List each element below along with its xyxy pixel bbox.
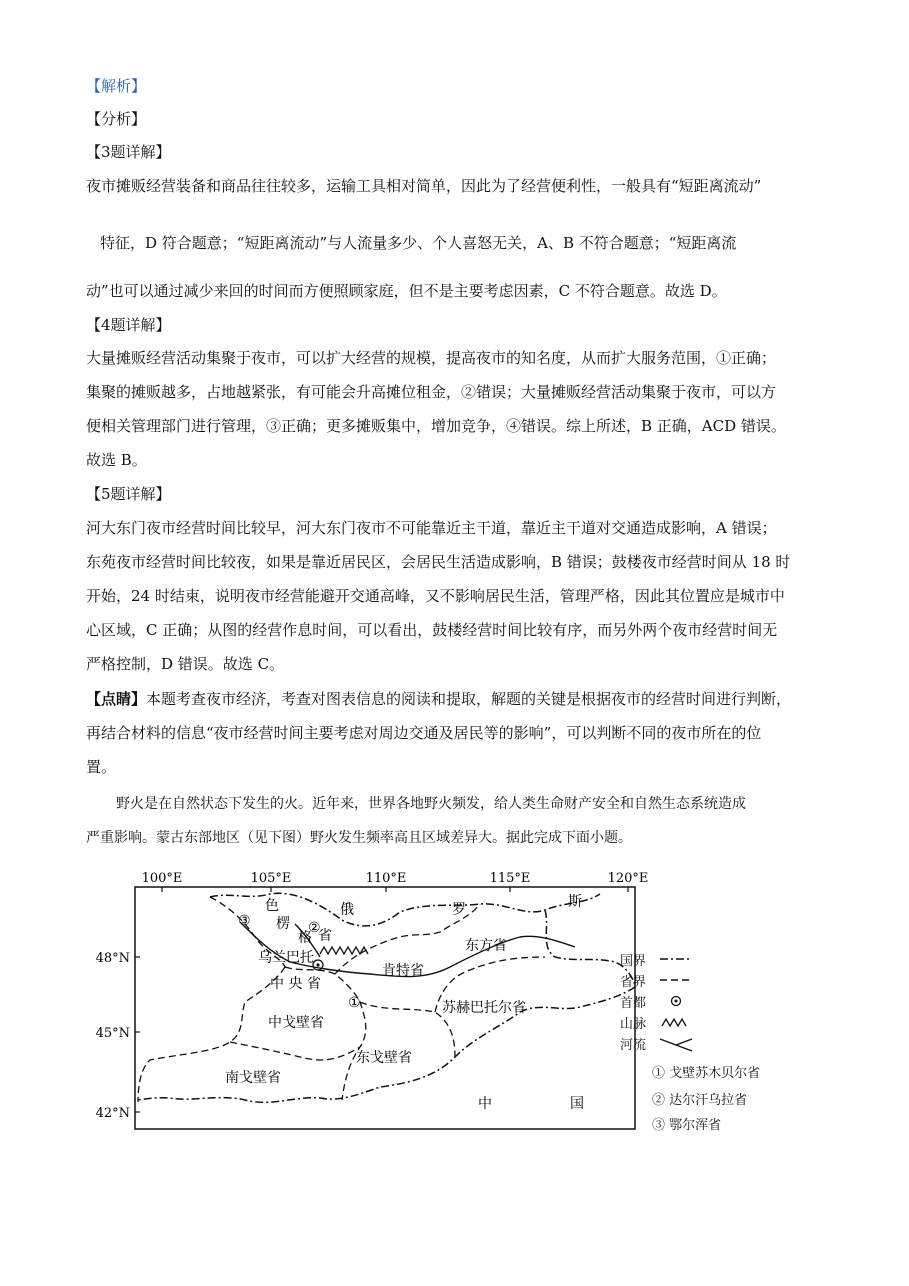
legend-note: ① 戈壁苏木贝尔省 bbox=[652, 1066, 761, 1081]
map-label: 中 bbox=[478, 1096, 492, 1112]
map-label: 苏赫巴托尔省 bbox=[442, 1000, 526, 1016]
q3-line: 动”也可以通过减少来回的时间而方便照顾家庭，但不是主要考虑因素，C 不符合题意。故选 D。 bbox=[86, 282, 727, 300]
legend-note: ② 达尔汗乌拉省 bbox=[652, 1093, 748, 1108]
map-label: 楞 bbox=[276, 916, 290, 932]
lat-label: 45°N bbox=[95, 1026, 130, 1041]
map-label: 罗 bbox=[452, 902, 466, 918]
legend-mountain-symbol bbox=[662, 1019, 686, 1026]
map-label: 东戈壁省 bbox=[356, 1050, 412, 1066]
q5-line: 东苑夜市经营时间比较夜，如果是靠近居民区，会居民生活造成影响，B 错误；鼓楼夜市经营时间从 18 时 bbox=[86, 553, 791, 571]
legend-item: 山脉 bbox=[620, 1017, 647, 1032]
question-line: 野火是在自然状态下发生的火。近年来，世界各地野火频发，给人类生命财产安全和自然生态系统造成 bbox=[116, 796, 746, 812]
map-label: 色 bbox=[265, 898, 279, 914]
national-border bbox=[135, 893, 635, 1102]
q5-line: 开始，24 时结束，说明夜市经营能避开交通高峰，又不影响居民生活，管理严格，因此其位置应是城市中 bbox=[86, 587, 785, 605]
q5-heading: 【5题详解】 bbox=[86, 485, 171, 503]
dianjing-line: 置。 bbox=[86, 758, 117, 776]
map-label: 格 bbox=[298, 930, 312, 946]
map-label: 中戈壁省 bbox=[268, 1015, 324, 1031]
map-label: 东方省 bbox=[465, 938, 507, 954]
question-line: 严重影响。蒙古东部地区（见下图）野火发生频率高且区域差异大。据此完成下面小题。 bbox=[86, 830, 632, 846]
map-label: ③ bbox=[238, 913, 251, 929]
legend-item: 省界 bbox=[620, 975, 647, 990]
map-label: 斯 bbox=[568, 894, 582, 910]
map-label: 乌兰巴托 bbox=[258, 950, 314, 966]
q5-line: 严格控制，D 错误。故选 C。 bbox=[86, 655, 285, 673]
legend-river-symbol bbox=[660, 1039, 692, 1051]
capital-dot bbox=[316, 963, 319, 966]
dianjing-line bbox=[86, 689, 791, 709]
q3-heading: 【3题详解】 bbox=[86, 143, 171, 161]
analysis-tag: 【解析】 bbox=[86, 77, 147, 95]
legend-note: ③ 鄂尔浑省 bbox=[652, 1118, 722, 1133]
mountain-range bbox=[320, 947, 368, 954]
map-label: 省 bbox=[318, 928, 332, 944]
lon-label: 100°E bbox=[141, 871, 183, 886]
q4-line: 故选 B。 bbox=[86, 451, 147, 469]
q4-heading: 【4题详解】 bbox=[86, 316, 171, 334]
fenxi-tag: 【分析】 bbox=[86, 110, 147, 128]
map-label: 俄 bbox=[340, 902, 354, 918]
lon-label: 110°E bbox=[365, 871, 407, 886]
legend-item: 国界 bbox=[620, 954, 647, 969]
map-label: 国 bbox=[570, 1096, 584, 1112]
q3-line: 夜市摊贩经营装备和商品往往较多，运输工具相对简单，因此为了经营便利性，一般具有“短距离流动” bbox=[86, 177, 762, 195]
lon-label: 115°E bbox=[489, 871, 531, 886]
q4-line: 集聚的摊贩越多，占地越紧张，有可能会升高摊位租金，②错误；大量摊贩经营活动集聚于夜市，可以方 bbox=[86, 383, 777, 401]
q5-line: 心区域，C 正确；从图的经营作息时间，可以看出，鼓楼经营时间比较有序，而另外两个夜市经营时间无 bbox=[86, 621, 778, 639]
q3-line: 特征，D 符合题意；“短距离流动”与人流量多少、个人喜怒无关，A、B 不符合题意；“短距离流 bbox=[100, 234, 737, 252]
map-label: 南戈壁省 bbox=[225, 1070, 281, 1086]
q4-line: 大量摊贩经营活动集聚于夜市，可以扩大经营的规模，提高夜市的知名度，从而扩大服务范围，①正确； bbox=[86, 349, 777, 367]
q5-line: 河大东门夜市经营时间比较早，河大东门夜市不可能靠近主干道，靠近主干道对交通造成影响，A 错误； bbox=[86, 519, 777, 537]
lon-label: 120°E bbox=[607, 871, 649, 886]
map-label: ② bbox=[308, 920, 321, 936]
dianjing-text: 本题考查夜市经济，考查对图表信息的阅读和提取，解题的关键是根据夜市的经营时间进行判断， bbox=[146, 690, 792, 708]
map-figure bbox=[80, 862, 840, 1142]
map-label: 中 央 省 bbox=[270, 976, 321, 992]
lon-ticks bbox=[135, 887, 628, 1112]
q4-line: 便相关管理部门进行管理，③正确；更多摊贩集中，增加竞争，④错误。综上所述，B 正确，ACD 错误。 bbox=[86, 417, 786, 435]
legend-item: 首都 bbox=[620, 996, 647, 1011]
lat-label: 42°N bbox=[95, 1106, 130, 1121]
lat-label: 48°N bbox=[95, 951, 130, 966]
dianjing-line: 再结合材料的信息“夜市经营时间主要考虑对周边交通及居民等的影响”，可以判断不同的夜市所在的位 bbox=[86, 724, 762, 742]
map-label: ① bbox=[348, 995, 361, 1011]
map-label: 肯特省 bbox=[382, 963, 424, 979]
lon-label: 105°E bbox=[250, 871, 292, 886]
legend-item: 河流 bbox=[620, 1038, 647, 1053]
dianjing-tag: 【点睛】 bbox=[86, 690, 147, 708]
